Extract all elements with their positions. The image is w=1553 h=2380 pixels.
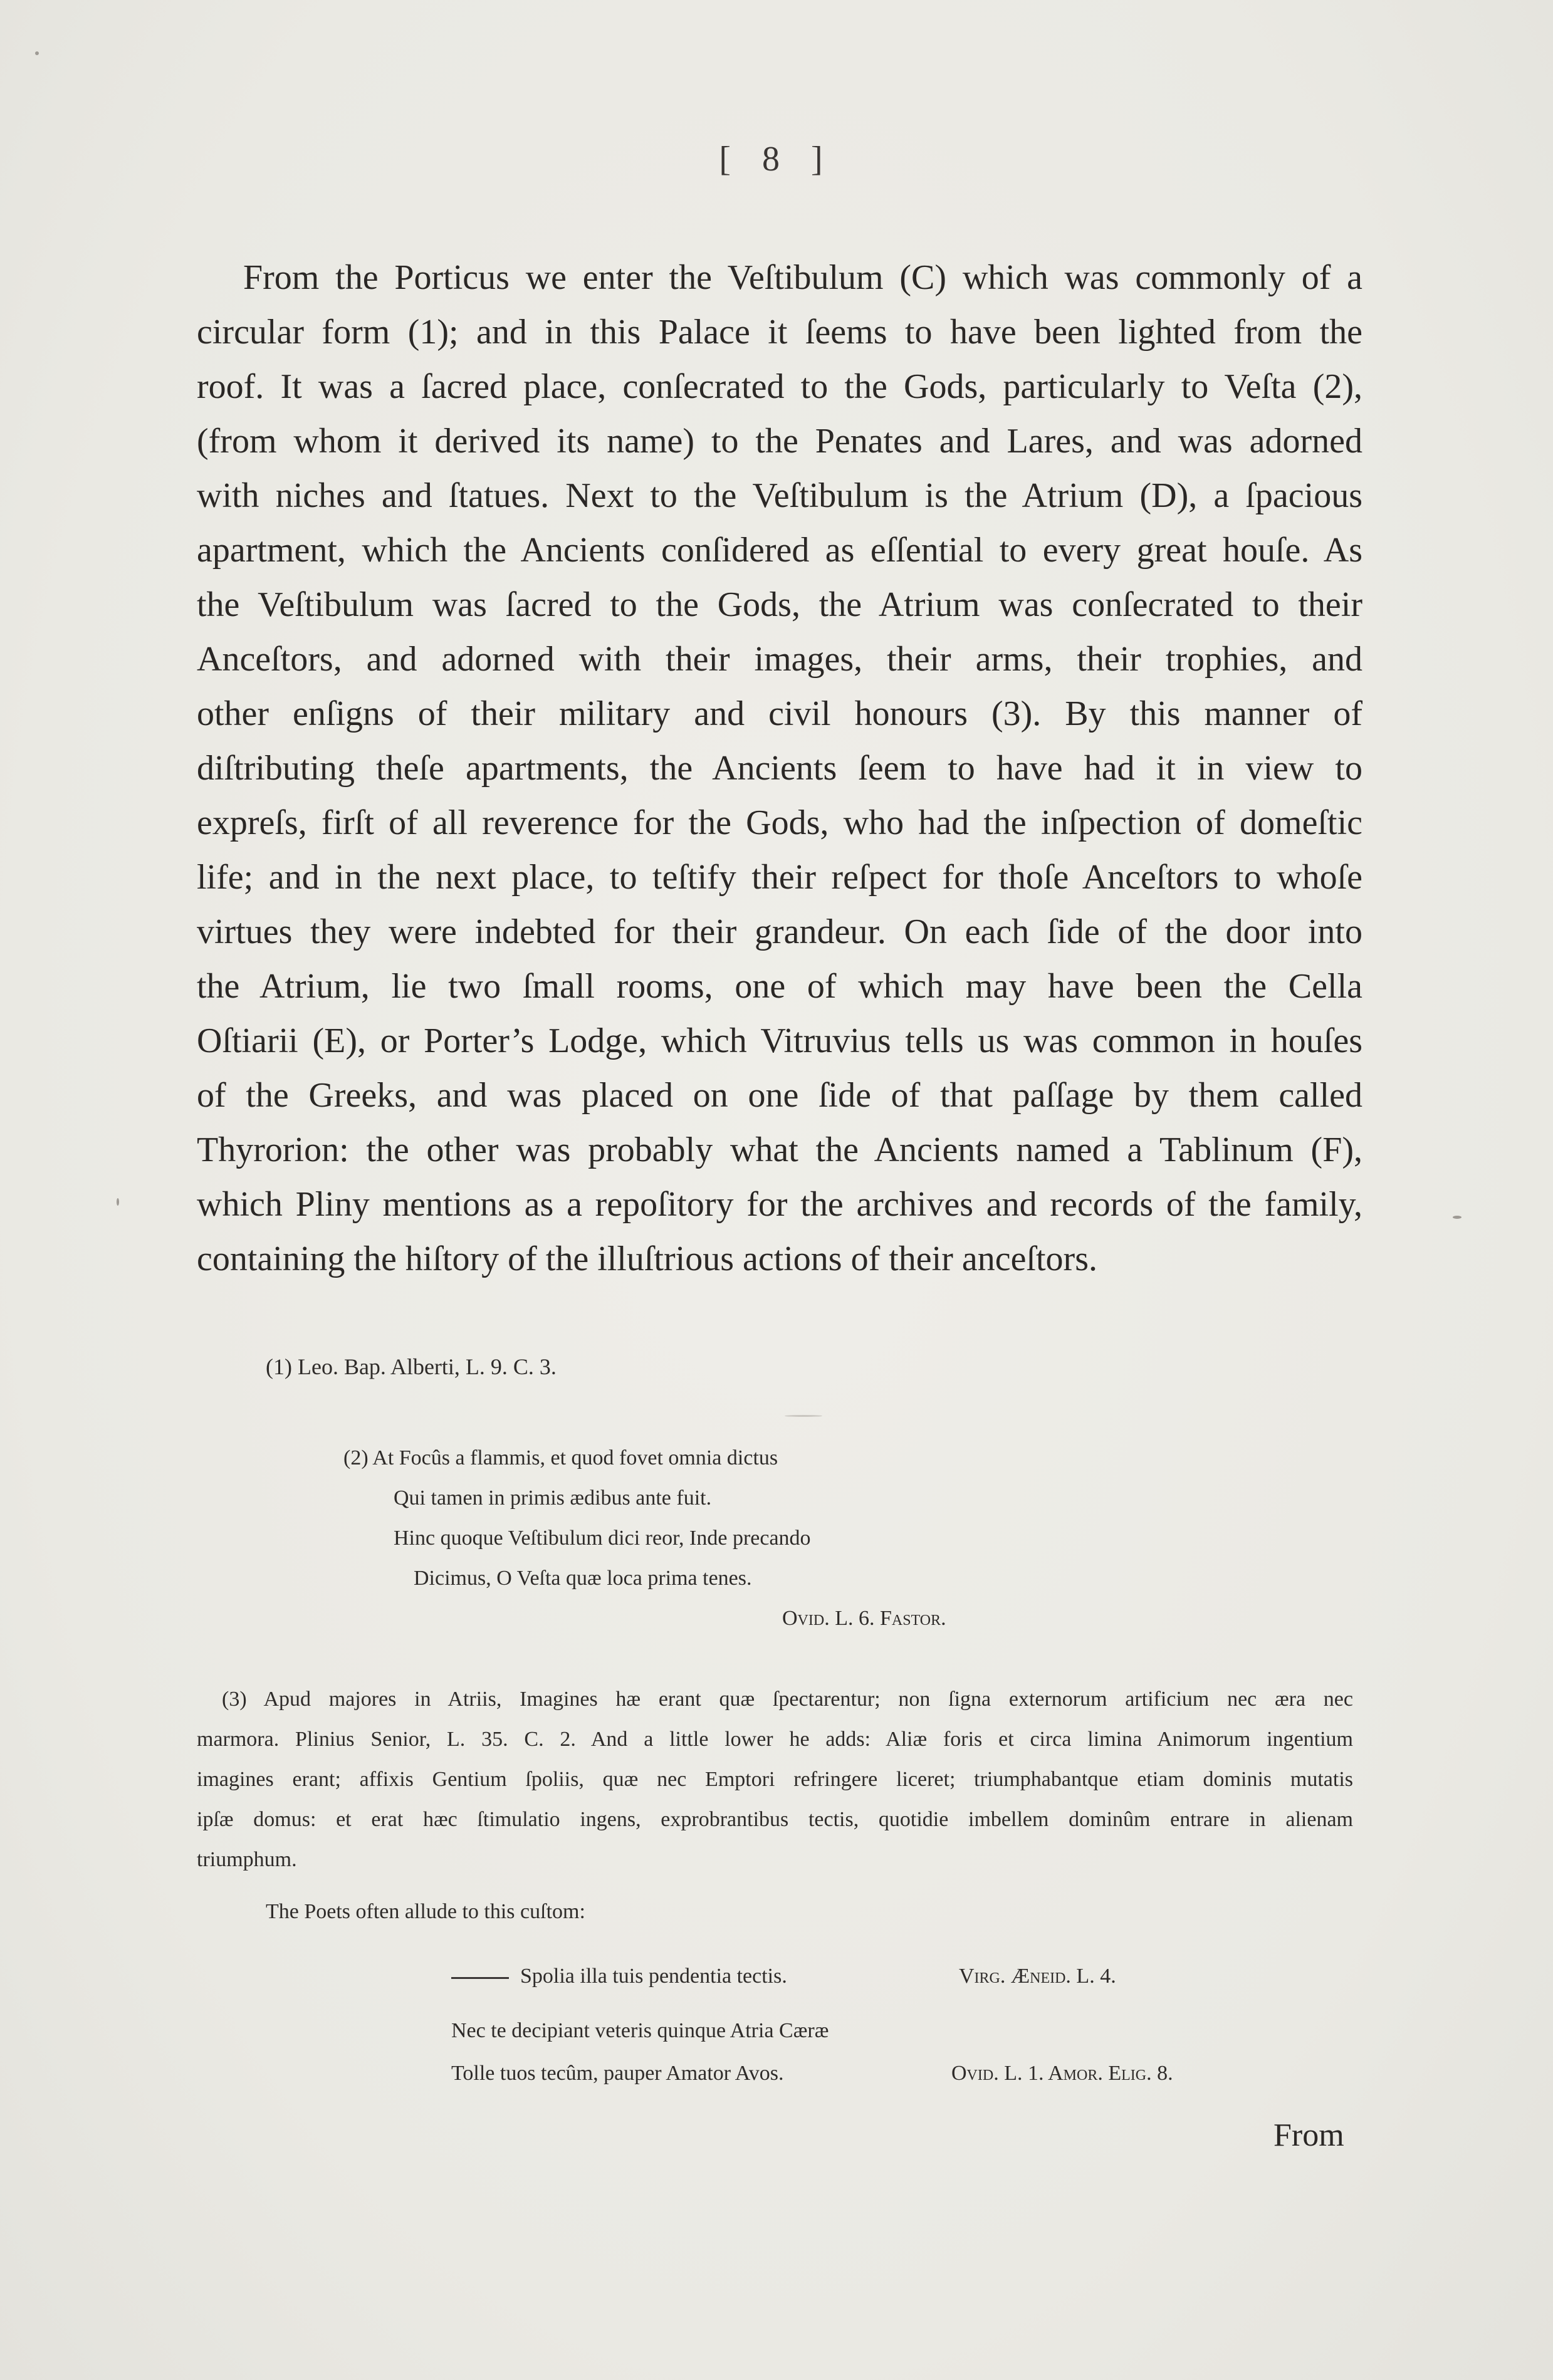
quote-line: Nec te decipiant veteris quinque Atria Cæræ — [451, 2019, 829, 2042]
page-number: [ 8 ] — [719, 140, 834, 179]
main-paragraph — [197, 251, 1362, 1287]
main-line: which Pliny mentions as a repoſitory for the archives and records of the family, — [197, 1185, 1362, 1224]
catchword: From — [1273, 2117, 1344, 2153]
quote-line: Tolle tuos tecûm, pauper Amator Avos. — [451, 2062, 784, 2085]
main-line: the Veſtibulum was ſacred to the Gods, the Atrium was conſecrated to their — [197, 585, 1362, 624]
dash-rule — [451, 1977, 509, 1979]
footnote-line: (3) Apud majores in Atriis, Imagines hæ erant quæ ſpectarentur; non ſigna externorum artificium nec æra nec — [222, 1688, 1353, 1711]
main-line: virtues they were indebted for their grandeur. On each ſide of the door into — [197, 912, 1362, 951]
footnote-line: ipſæ domus: et erat hæc ſtimulatio ingens, exprobrantibus tectis, quotidie imbellem dominûm entrare in alienam — [197, 1808, 1353, 1831]
main-line: From the Porticus we enter the Veſtibulum (C) which was commonly of a — [243, 258, 1362, 297]
quote-text: Spolia illa tuis pendentia tectis. — [520, 1965, 787, 1988]
main-line: of the Greeks, and was placed on one ſide of that paſſage by them called — [197, 1076, 1362, 1115]
verse-line: (2) At Focûs a flammis, et quod fovet omnia dictus — [343, 1446, 778, 1469]
paper-speck — [117, 1198, 119, 1206]
footnote-1: (1) Leo. Bap. Alberti, L. 9. C. 3. — [266, 1354, 557, 1379]
poets-intro: The Poets often allude to this cuſtom: — [266, 1900, 585, 1923]
main-line: with niches and ſtatues. Next to the Veſtibulum is the Atrium (D), a ſpacious — [197, 476, 1362, 515]
main-line: roof. It was a ſacred place, conſecrated to the Gods, particularly to Veſta (2), — [197, 367, 1362, 406]
verse-line: Qui tamen in primis ædibus ante fuit. — [394, 1486, 712, 1510]
footnote-line: imagines erant; affixis Gentium ſpoliis, quæ nec Emptori refringere liceret; triumphabantque etiam dominis mutatis — [197, 1768, 1353, 1791]
main-line: (from whom it derived its name) to the Penates and Lares, and was adorned — [197, 422, 1362, 461]
paper-speck — [35, 51, 39, 55]
verse-attribution: Ovid. L. 6. Faſtor. — [782, 1607, 946, 1630]
footnote-2 — [343, 1438, 946, 1639]
main-line: expreſs, firſt of all reverence for the Gods, who had the inſpection of domeſtic — [197, 803, 1362, 842]
paper-speck — [1453, 1216, 1461, 1219]
main-line: diſtributing theſe apartments, the Ancients ſeem to have had it in view to — [197, 749, 1362, 788]
main-line: circular form (1); and in this Palace it ſeems to have been lighted from the — [197, 313, 1362, 352]
main-line: the Atrium, lie two ſmall rooms, one of which may have been the Cella — [197, 967, 1362, 1006]
footnote-3 — [197, 1679, 1353, 1880]
main-line: Anceſtors, and adorned with their images, their arms, their trophies, and — [197, 640, 1362, 679]
verse-line: Hinc quoque Veſtibulum dici reor, Inde precando — [394, 1527, 811, 1550]
quote-line — [451, 1965, 787, 1988]
main-line: other enſigns of their military and civil honours (3). By this manner of — [197, 694, 1362, 733]
main-line: life; and in the next place, to teſtify their reſpect for thoſe Anceſtors to whoſe — [197, 858, 1362, 897]
main-line: containing the hiſtory of the illuſtrious actions of their anceſtors. — [197, 1240, 1097, 1278]
quote-attribution: Ovid. L. 1. Amor. Elig. 8. — [951, 2062, 1173, 2085]
quote-attribution: Virg. Æneid. L. 4. — [959, 1965, 1116, 1988]
footnote-line: marmora. Plinius Senior, L. 35. C. 2. And a little lower he adds: Aliæ foris et circa limina Animorum ingentium — [197, 1728, 1353, 1751]
main-line: Thyrorion: the other was probably what the Ancients named a Tablinum (F), — [197, 1130, 1362, 1169]
main-line: apartment, which the Ancients conſidered as eſſential to every great houſe. As — [197, 531, 1362, 570]
footnote-line: triumphum. — [197, 1848, 297, 1871]
paper-speck — [785, 1415, 822, 1417]
verse-line: Dicimus, O Veſta quæ loca prima tenes. — [414, 1567, 752, 1590]
main-line: Oſtiarii (E), or Porter’s Lodge, which Vitruvius tells us was common in houſes — [197, 1021, 1362, 1060]
